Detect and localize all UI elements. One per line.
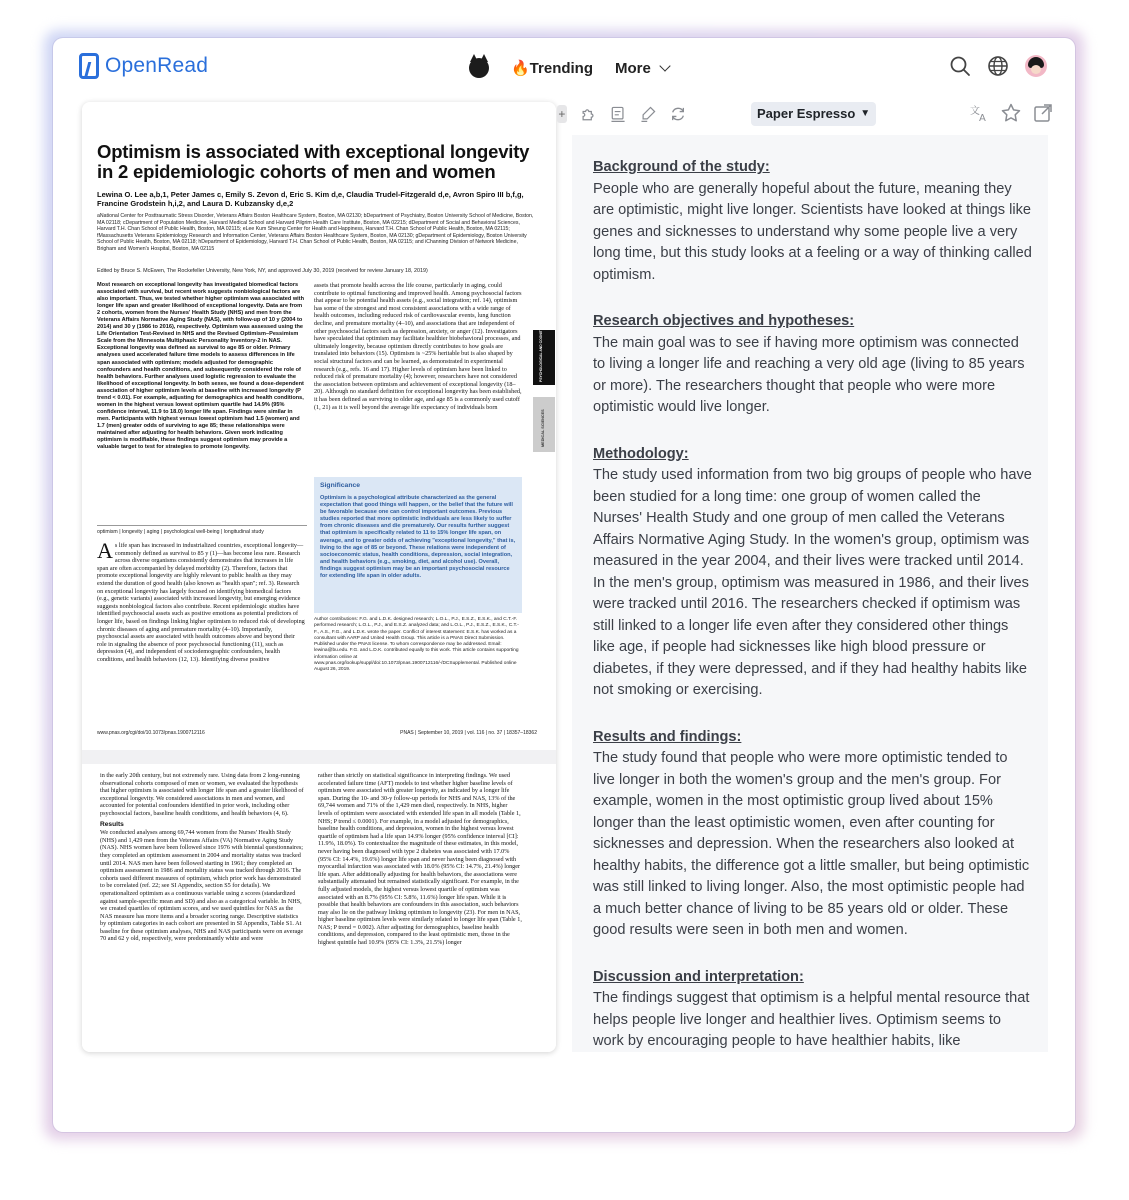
nav-trending[interactable]: 🔥Trending: [511, 60, 594, 77]
pdf-page2-left-para: in the early 20th century, but not extremely rare. Using data from 2 long-running observational cohorts composed of men or women, we evaluated the hypothesis that higher optimism is associated with longer life span and a greater likelihood of exceptional longevity. We considered associations in men and women, and accounted for potential confounders identified in prior work, including other psychosocial factors, baseline health conditions, and health behaviors (4, 6).: [100, 772, 304, 817]
search-icon[interactable]: [949, 55, 971, 77]
pdf-intro-text: s life span has increased in industrialized countries, exceptional longevity—commonly defined as survival to 85 y (1)—has become less rare. Research across diverse organisms consistently demonstrates that increases in life span are often accompanied by delayed morbidity (2). Therefore, factors that promote exceptional longevity are highly relevant to public health as they may extend the duration of good health (also known as "health span"; ref. 3). Research on exceptional longevity has largely focused on identifying biomedical factors (e.g., genetic variants) associated with increased longevity, but emerging evidence suggests nonbiological factors also contribute. Recent epidemiologic studies have identified psychosocial assets such as positive emotions as potential predictors of longer life, based on findings linking higher optimism to reduced risk of developing chronic diseases of aging and premature mortality (4–10). Importantly, psychosocial assets are associated with health outcomes above and beyond their role in signaling the absence of poor psychosocial functioning (11), such as depression (4), and independent of sociodemographic confounders, health conditions, and health behaviors (12, 13). Identifying diverse positive: [97, 542, 305, 663]
expand-button[interactable]: +: [558, 107, 566, 121]
pdf-viewer[interactable]: [82, 102, 556, 1052]
pdf-right-column: assets that promote health across the life course, particularly in aging, could contribute to optimal functioning and improved health. Among psychosocial factors that appear to be potential health assets (e.g., social integration; ref. 14), optimism has some of the strongest and most consistent associations with a wide range of health outcomes, including reduced risk of cardiovascular events, lung function decline, and premature mortality (4–10), and associations that are independent of other psychosocial factors such as depression, anxiety, or anger (12). Investigators have speculated that optimism may facilitate healthier biobehavioral processes, and ultimately longevity, because optimism directly contributes to how goals are translated into behaviors (15). Optimism is ~25% heritable but is also shaped by social structural factors and can be learned, as demonstrated in experimental research (e.g., refs. 16 and 17). Higher levels of optimism have been linked to reduced risk of premature mortality (4); however, researchers have not considered the association between optimism and achievement of exceptional longevity (18–20). Although no standard definition for exceptional longevity has been established, it has been defined as surviving to older age, and age 85 is a commonly used cutoff (1, 21) as it is well beyond the average life expectancy of individuals born: [314, 282, 522, 411]
summary-body-methodology: The study used information from two big groups of people who have been studied for a long time: one group of women called the Nurses' Health Study and one group of men called the Veterans Affairs Normative Aging Study. In the women's group, optimism was measured in the year 2004, and their lives were tracked until 2014. In the men's group, optimism was measured in 1986, and their lives were tracked until 2016. The researchers checked if optimism was still linked to a longer life even after they considered other things like age, if people had sicknesses like high blood pressure or diabetes, if they were depressed, and if they had healthy habits like not smoking or exercising.: [593, 467, 1032, 698]
pdf-footnotes: Author contributions: F.G. and L.D.K. designed research; L.O.L., P.J., E.S.Z., E.S.K., and C.T.-F. performed research; L.O.L., P.J., and E.S.Z. analyzed data; and L.O.L., P.J., E.S.Z., E.S.K., C.T.-F., A.S., F.G., and L.D.K. wrote the paper. Conflict of interest statement: E.S.K. has worked as a consultant with AARP and United Health Group. This article is a PNAS Direct Submission. Published under the PNAS license. To whom correspondence may be addressed. Email: lewina@bu.edu. F.G. and L.D.K. contributed equally to this work. This article contains supporting information online at www.pnas.org/lookup/suppl/doi:10.1073/pnas.1900712116/-/DCSupplemental. Published online August 26, 2019.: [314, 617, 519, 673]
summary-content: [593, 157, 1033, 1052]
refresh-icon[interactable]: [669, 103, 687, 125]
pdf-page2-right-column: rather than strictly on statistical significance in interpreting findings. We used accelerated failure time (AFT) models to test whether higher baseline levels of optimism were associated with greater longevity, as indicated by a longer life span. During the 10- and 30-y follow-up periods for NHS and NAS, 13% of the 69,744 women and 71% of the 1,429 men died, respectively. In NHS, higher levels of optimism were associated with extended life span in all models (Table 1, NHS; P trend ≤ 0.0001). For example, in a model adjusted for demographics, baseline health conditions, and depression, women in the highest versus lowest quartile of optimism had a life span 14.9% longer (95% confidence interval [CI]: 11.9%, 18.0%). To contextualize the magnitude of these estimates, in this model, never having been diagnosed with type 2 diabetes was associated with 17.0% (95% CI: 14.4%, 19.6%) longer life span and never having been diagnosed with myocardial infarction was associated with 18.0% (95% CI: 14.7%, 21.4%) longer life span. After additionally adjusting for health behaviors, the associations were substantially attenuated but remained statistically significant. For example, in the fully adjusted models, the highest versus lowest quartile of optimism was associated with an 8.7% (95% CI: 5.8%, 11.6%) longer life span. While it is possible that health behaviors are confounders in this association, such behaviors may also lie on the pathway linking optimism to longevity (23). For men in NAS, higher baseline optimism levels were similarly related to longer life span (Table 1, NAS; P trend = 0.002). After adjusting for demographics, baseline health conditions, and depression, compared to the least optimistic men, those in the highest quintile had 10.9% (95% CI: 1.3%, 21.5%) longer: [318, 772, 522, 947]
translate-icon[interactable]: [968, 102, 990, 124]
pdf-page2-left-column: [100, 772, 305, 943]
svg-text:文: 文: [970, 106, 980, 117]
summary-mode-label: Paper Espresso: [757, 106, 856, 121]
star-icon[interactable]: [1000, 102, 1022, 124]
puzzle-icon[interactable]: [579, 103, 597, 125]
pdf-affiliations: aNational Center for Posttraumatic Stress Disorder, Veterans Affairs Boston Healthcare System, Boston, MA 02130; bDepartment of Psychiatry, Boston University School of Medicine, Boston, MA 02118; cDepartment of Population Medicine, Harvard Medical School and Harvard Pilgrim Health Care Institute, Boston, MA 02215; dDepartment of Social and Behavioral Sciences, Harvard T.H. Chan School of Public Health, Boston, MA 02115; eLee Kum Sheung Center for Health and Happiness, Harvard T.H. Chan School of Public Health, Boston, MA 02115; fMassachusetts Veterans Epidemiology Research and Information Center, Veterans Affairs Boston Healthcare System, Boston, MA 02130; gDepartment of Epidemiology, Boston University School of Public Health, Boston, MA 02118; hDepartment of Epidemiology, Harvard T.H. Chan School of Public Health, Boston, MA 02115; and iChanning Division of Network Medicine, Brigham and Women's Hospital, Boston, MA 02115: [97, 213, 534, 252]
pdf-page-footer: [97, 730, 537, 736]
svg-text:A: A: [979, 113, 986, 124]
pdf-introduction: [97, 538, 305, 664]
top-right-actions: [949, 55, 1047, 77]
summary-heading-background: Background of the study:: [593, 159, 770, 175]
significance-title: Significance: [320, 482, 361, 489]
pdf-significance-box: [314, 477, 522, 613]
side-tab-label: PSYCHOLOGICAL AND COGNITIVE SCIENCES: [539, 306, 543, 382]
summary-actions: [968, 102, 1054, 124]
summary-heading-discussion: Discussion and interpretation:: [593, 968, 804, 985]
pdf-page-1: [82, 102, 556, 750]
summary-heading-methodology: Methodology:: [593, 445, 689, 462]
top-navigation-bar: [53, 38, 1075, 98]
pdf-paper-title: Optimism is associated with exceptional longevity in 2 epidemiologic cohorts of men and women: [97, 141, 530, 182]
logo[interactable]: [79, 53, 208, 79]
summary-body-objectives: The main goal was to see if having more optimism was connected to living a longer life and reaching a very old age (living to 85 years or more). The researchers thought that people who were more optimistic would live longer.: [593, 334, 1025, 415]
app-window: [53, 38, 1075, 1132]
summary-body-background: People who are generally hopeful about the future, meaning they are optimistic, might live longer. Scientists have looked at things like genes and sicknesses to understand why some people live a very long time, but this study looks at a feeling or a way of thinking called optimism.: [593, 180, 1032, 283]
summary-heading-objectives: Research objectives and hypotheses:: [593, 313, 855, 329]
significance-text: Optimism is a psychological attribute characterized as the general expectation that good things will happen, or the belief that the future will be favorable because one can control important outcomes. Previous studies reported that more optimistic individuals are less likely to suffer from chronic diseases and die prematurely. Our results further suggest that optimism is specifically related to 11 to 15% longer life span, on average, and to greater odds of achieving "exceptional longevity," that is, living to the age of 85 or beyond. These relations were independent of socioeconomic status, health conditions, depression, social integration, and health behaviors (e.g., smoking, diet, and alcohol use). Overall, findings suggest optimism may be an important psychosocial resource for extending life span in older adults.: [320, 495, 516, 580]
summary-heading-results: Results and findings:: [593, 728, 742, 745]
pdf-authors: Lewina O. Lee a,b,1, Peter James c, Emily S. Zevon d, Eric S. Kim d,e, Claudia Trudel-Fitzgerald d,e, Avron Spiro III b,f,g, Francine Grodstein h,i,2, and Laura D. Kubzansky d,e,2: [97, 190, 524, 208]
pdf-dropcap: A: [97, 538, 113, 563]
summary-mode-dropdown[interactable]: [751, 102, 876, 126]
page-separator: [82, 750, 556, 764]
side-tab-label: MEDICAL SCIENCES: [541, 409, 545, 447]
summary-body-results: The study found that people who were more optimistic tended to live longer in both the women's group and the men's group. For example, women in the most optimistic group lived about 15% longer than the least optimistic women, even after counting for sicknesses and depression. When the researchers also looked at healthy habits, the difference got a little smaller, but being optimistic was still linked to living longer. Also, the most optimistic people had a much better chance of living to be 85 years old or older. These good results were seen in both men and women.: [593, 750, 1030, 938]
pdf-abstract: Most research on exceptional longevity has investigated biomedical factors associated with survival, but recent work suggests nonbiological factors are also important. Thus, we tested whether higher optimism was associated with longer life span and greater likelihood of exceptional longevity. Data are from 2 cohorts, women from the Nurses' Health Study (NHS) and men from the Veterans Affairs Normative Aging Study (NAS), with follow-up of 10 y (2004 to 2014) and 30 y (1986 to 2016), respectively. Optimism was assessed using the Life Orientation Test-Revised in NHS and the Revised Optimism–Pessimism Scale from the Minnesota Multiphasic Personality Inventory-2 in NAS. Exceptional longevity was defined as survival to age 85 or older. Primary analyses used accelerated failure time models to assess differences in life span associated with optimism; models adjusted for demographic confounders and health conditions, and subsequently considered the role of health behaviors. Further analyses used logistic regression to evaluate the likelihood of exceptional longevity. In both sexes, we found a dose-dependent association of higher optimism levels at baseline with increased longevity (P trend < 0.01). For example, adjusting for demographics and health conditions, women in the highest versus lowest optimism quartile had 14.9% (95% confidence interval, 11.9 to 18.0) longer life span. Findings were similar in men. Participants with highest versus lowest optimism had 1.5 (women) and 1.7 (men) greater odds of surviving to age 85; these relationships were maintained after adjusting for health behaviors. Given work indicating optimism is modifiable, these findings suggest optimism may provide a valuable target to test for strategies to promote longevity.: [97, 282, 305, 451]
highlighter-icon[interactable]: [639, 103, 657, 125]
logo-text: OpenRead: [105, 54, 209, 77]
globe-icon[interactable]: [987, 55, 1009, 77]
pdf-citation: PNAS | September 10, 2019 | vol. 116 | no. 37 | 18357–18362: [400, 730, 537, 736]
note-icon[interactable]: [609, 103, 627, 125]
pdf-edited-by: Edited by Bruce S. McEwen, The Rockefeller University, New York, NY, and approved July 30, 2019 (received for review January 18, 2019): [97, 268, 428, 274]
pdf-page2-results-para: We conducted analyses among 69,744 women from the Nurses' Health Study (NHS) and 1,429 men from the Veterans Affairs (VA) Normative Aging Study (NAS). NHS women have been followed since 1976 with biennial questionnaires; they completed an optimism assessment in 2004 and mortality status was tracked until 2014. NAS men have been followed starting in 1961; they completed an optimism assessment in 1986 and mortality status was tracked through 2016. The cohorts used different measures of optimism, which prior work has demonstrated to be correlated (ref. 22; see SI Appendix, section S5 for details). We operationalized optimism as a continuous variable using z scores (standardized against sample-specific mean and SD) and also as a categorical variable. In NHS, we created quartiles of optimism scores, and we used quintiles for NAS as the NAS measure has more items and a broader scoring range. Descriptive statistics by optimism categories in each cohort are presented in SI Appendix, Table S1. At baseline for these optimism analyses, NHS and NAS participants were on average 70 and 62 y old, respectively, were predominantly white and were: [100, 829, 304, 943]
pdf-side-tab-psychological: [533, 306, 555, 385]
nav-more-label: More: [615, 59, 651, 77]
nav-more[interactable]: [615, 60, 669, 77]
external-link-icon[interactable]: [1032, 102, 1054, 124]
pdf-results-heading: Results: [100, 820, 124, 828]
main-nav: [469, 58, 669, 78]
chevron-down-icon: [659, 60, 670, 71]
openread-logo-icon: [79, 53, 99, 79]
pdf-side-tab-medical: [533, 397, 555, 452]
pdf-keywords: optimism | longevity | aging | psychological well-being | longitudinal study: [97, 525, 307, 535]
summary-body-discussion: The findings suggest that optimism is a helpful mental resource that helps people live longer and healthier lives. Optimism seems to work by encouraging people to have healthier habits, like: [593, 990, 1030, 1049]
caret-down-icon: ▼: [860, 108, 871, 119]
reader-tool-strip: [557, 102, 687, 126]
pdf-page-2: [82, 764, 556, 1052]
user-avatar[interactable]: [1025, 55, 1047, 77]
cat-mascot-icon[interactable]: [469, 58, 489, 78]
paper-summary-panel[interactable]: [572, 135, 1048, 1052]
pdf-doi: www.pnas.org/cgi/doi/10.1073/pnas.1900712116: [97, 730, 205, 736]
